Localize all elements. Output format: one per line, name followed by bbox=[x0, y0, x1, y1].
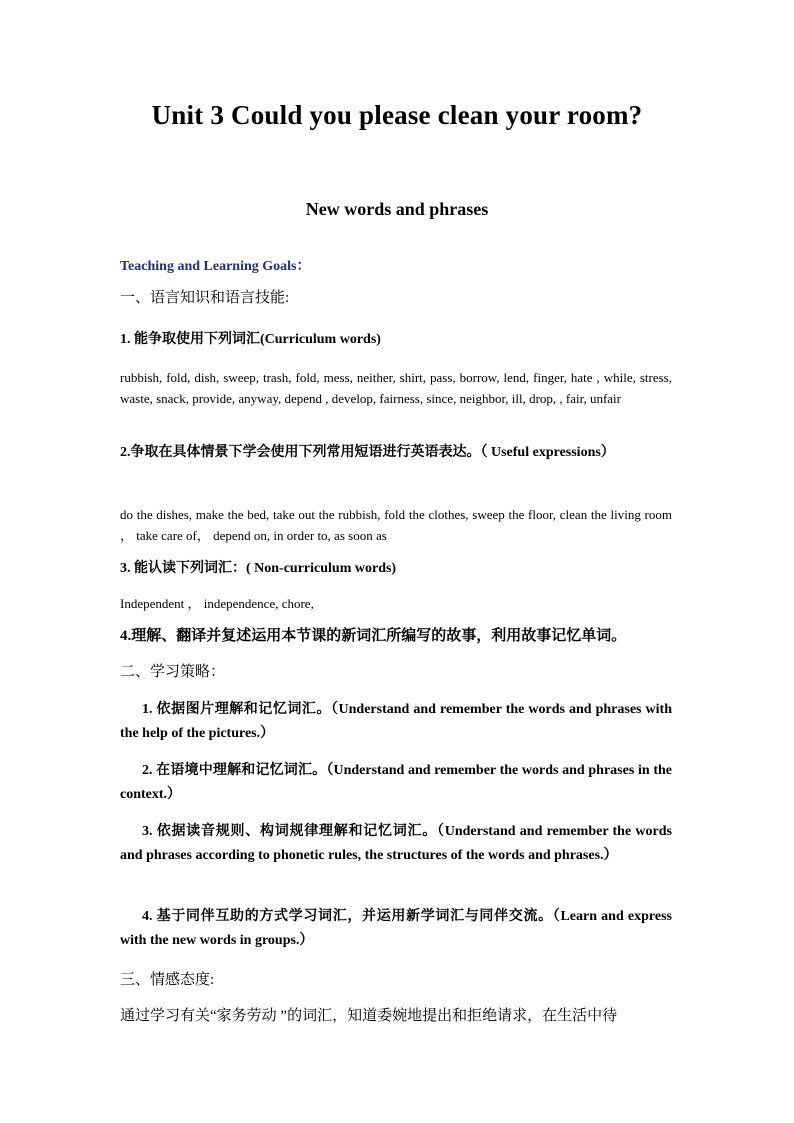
strategy-3: 3. 依据读音规则、构词规律理解和记忆词汇。（Understand and remember the words and phrases according to phonetic rules, the structures of the words and phrases.） bbox=[120, 824, 672, 863]
strategy-1: 1. 依据图片理解和记忆词汇。（Understand and remember the words and phrases with the help of the pictures.） bbox=[120, 702, 672, 741]
item1-heading: 1. 能争取使用下列词汇(Curriculum words) bbox=[120, 332, 381, 347]
section1-heading: 一、语言知识和语言技能: bbox=[120, 290, 290, 306]
section3-heading: 三、情感态度: bbox=[120, 972, 215, 988]
document-subtitle: New words and phrases bbox=[305, 199, 489, 219]
item3-heading: 3. 能认读下列词汇：( Non-curriculum words) bbox=[120, 561, 397, 576]
item1-words: rubbish, fold, dish, sweep, trash, fold, mess, neither, shirt, pass, borrow, lend, finger, hate , while, stress, waste, snack, provide, anyway, depend , develop, fairness, since, neighbor, ill, drop, , fair, unfair bbox=[120, 370, 672, 406]
document-title: Unit 3 Could you please clean your room? bbox=[151, 100, 643, 130]
item2-heading: 2.争取在具体情景下学会使用下列常用短语进行英语表达。（ Useful expressions） bbox=[120, 445, 615, 460]
item4-heading: 4.理解、翻译并复述运用本节课的新词汇所编写的故事，利用故事记忆单词。 bbox=[120, 628, 627, 644]
strategy-4: 4. 基于同伴互助的方式学习词汇，并运用新学词汇与同伴交流。（Learn and express with the new words in groups.） bbox=[120, 909, 672, 948]
goals-heading: Teaching and Learning Goals： bbox=[120, 259, 311, 274]
section2-heading: 二、学习策略： bbox=[120, 664, 226, 680]
item3-words: Independent ， independence, chore, bbox=[120, 596, 314, 611]
item2-phrases: do the dishes, make the bed, take out the rubbish, fold the clothes, sweep the floor, clean the living room ， take care of， depend on, in order to, as soon as bbox=[120, 507, 672, 543]
strategy-2: 2. 在语境中理解和记忆词汇。（Understand and remember the words and phrases in the context.） bbox=[120, 763, 672, 802]
section3-text: 通过学习有关“家务劳动 ”的词汇，知道委婉地提出和拒绝请求，在生活中待 bbox=[120, 1008, 618, 1024]
